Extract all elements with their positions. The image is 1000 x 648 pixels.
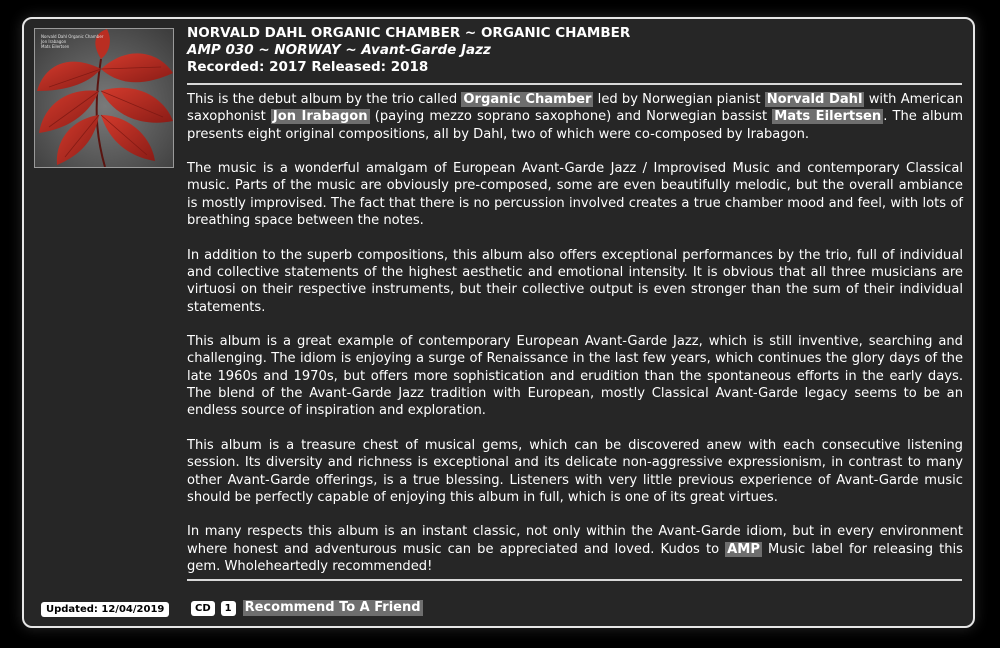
- divider: [187, 579, 962, 581]
- divider: [187, 83, 962, 85]
- review-card: [22, 17, 975, 628]
- artist-link-mats-eilertsen[interactable]: Mats Eilertsen: [774, 109, 882, 125]
- format-badge: CD: [191, 601, 215, 616]
- album-cover: [34, 28, 174, 168]
- text: . The album presents eight original compositions, all by Dahl, two of which were co-composed by Irabagon.: [187, 109, 963, 142]
- album-catalog-line: AMP 030 ~ NORWAY ~ Avant-Garde Jazz: [187, 42, 491, 58]
- album-title: NORVALD DAHL ORGANIC CHAMBER ~ ORGANIC CHAMBER: [187, 25, 631, 41]
- review-paragraph: [187, 91, 963, 143]
- album-cover-art: [35, 29, 174, 168]
- text: (paying mezzo soprano saxophone) and Norwegian bassist: [369, 109, 773, 125]
- cover-line: Mats Eilertsen: [41, 44, 70, 49]
- label-link-amp[interactable]: AMP: [727, 541, 760, 557]
- review-paragraph: The music is a wonderful amalgam of European Avant-Garde Jazz / Improvised Music and contemporary Classical music. Parts of the music are obviously pre-composed, some are even beautifully melodic, but the overall ambiance is mostly improvised. The fact that there is no percussion involved creates a true chamber mood and feel, with lots of breathing space between the notes.: [187, 161, 963, 229]
- artist-link-organic-chamber[interactable]: Organic Chamber: [463, 92, 592, 107]
- recommend-to-friend-link[interactable]: Recommend To A Friend: [244, 600, 421, 615]
- album-dates: Recorded: 2017 Released: 2018: [187, 59, 429, 75]
- text: This is the debut album by the trio called: [187, 92, 462, 107]
- artist-link-jon-irabagon[interactable]: Jon Irabagon: [272, 109, 368, 125]
- text: with American saxophonist: [187, 92, 964, 125]
- review-paragraph: In addition to the superb compositions, this album also offers exceptional performances by the trio, full of individual and collective statements of the highest aesthetic and emotional intensity. It is obvious that all three musicians are virtuosi on their respective instruments, but their collective output is even stronger than the sum of their individual statements.: [187, 247, 963, 315]
- text: In many respects this album is an instant classic, not only within the Avant-Garde idiom, but in every environment where honest and adventurous music can be appreciated and loved. Kudos to: [187, 524, 963, 557]
- cover-line: Jon Irabagon: [41, 39, 67, 44]
- text: Music label for releasing this gem. Wholeheartedly recommended!: [187, 541, 963, 575]
- text: led by Norwegian pianist: [593, 92, 765, 107]
- artist-link-norvald-dahl[interactable]: Norvald Dahl: [766, 92, 863, 107]
- review-paragraph: This album is a great example of contemporary European Avant-Garde Jazz, which is still inventive, searching and challenging. The idiom is enjoying a surge of Renaissance in the last few years, which continues the glory days of the late 1960s and 1970s, but offers more sophistication and erudition than the spontaneous efforts in the early days. The blend of the Avant-Garde Jazz tradition with European, mostly Classical Avant-Garde legacy seems to be an endless source of inspiration and exploration.: [187, 334, 963, 419]
- updated-badge: Updated: 12/04/2019: [41, 602, 169, 617]
- review-content: [187, 25, 963, 575]
- footer-actions: [191, 600, 423, 616]
- album-cover-text: [41, 34, 103, 49]
- cover-line: Norvald Dahl Organic Chamber: [41, 34, 104, 39]
- disc-count-badge: 1: [221, 601, 236, 616]
- review-paragraph: [187, 523, 963, 575]
- review-paragraph: This album is a treasure chest of musical gems, which can be discovered anew with each consecutive listening session. Its diversity and richness is exceptional and its delicate non-aggressive expressionism, in contrast to many other Avant-Garde offerings, is a true blessing. Listeners with very little previous experience of Avant-Garde music should be perfectly capable of enjoying this album in full, which is one of its great virtues.: [187, 437, 963, 505]
